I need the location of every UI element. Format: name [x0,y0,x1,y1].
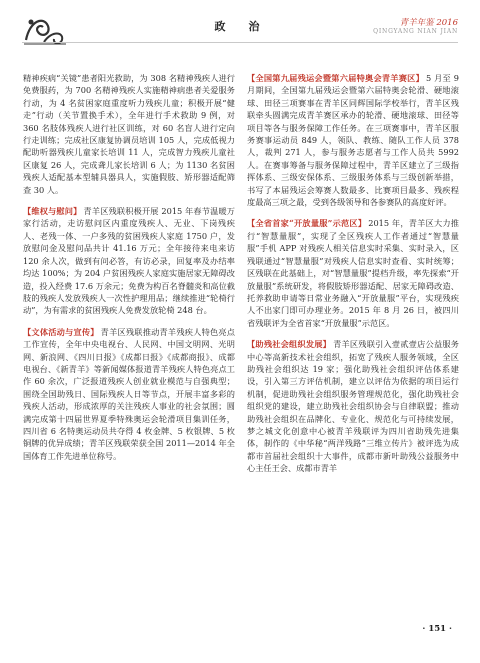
left-column [23,72,235,471]
paragraph-games [247,72,459,208]
section-tag: 【全省首家“开放量服”示范区】 [247,218,367,229]
paragraph-social-org [247,338,459,474]
yearbook-subtitle: QINGYANG NIAN JIAN [373,28,458,35]
section-tag: 【维权与慰问】 [23,206,82,217]
paragraph-rehab [23,72,235,196]
section-title: 政 治 [214,20,266,33]
header-divider [22,42,458,43]
paragraph-rights [23,205,235,317]
page-header [0,0,480,56]
paragraph-culture [23,326,235,462]
paragraph-text: 5 月至 9 月期间，全国第九届残运会暨第六届特奥会轮滑、硬地滚球、田径三项赛事在青羊区同辉国际学校举行，青羊区残联牵头圆满完成青羊赛区承办的轮滑、硬地滚球、田径等项目等各与服务保障工作任务。在三项赛事中，青羊区服务赛事运动员 849 人，领队、教练、随队工作人员 378 人，裁判 271 人，参与服务志愿者与工作人员共 5992 人。在赛事筹备与服务保障过程中，青羊区建立了三级指挥体系、三级安保体系、三级服务体系与三级创新举措，书写了本届残运会筹赛人数最多、比赛项目最多、残疾程度最高三项之最，受到各级领导和各参赛队的高度好评。 [247,73,459,208]
paragraph-text: 精神疾病“关镜”患者阳光救助，为 308 名精神残疾人进行免费服药，为 700 名精神残疾人实施精神病患者关爱服务行动，为 4 名贫困家庭重度听力残疾儿童；积极开展“健走”行动（关节置换手术），全年进行手术救助 9 例，对 360 名肢体残疾人进行社区训练，对 60 名盲人进行定向行走训练；完成社区康复协调员培训 105 人，完成低视力配助听器残疾儿童家长培训 11 人，完成智力残疾儿童社区康复 26 人，完成聋儿家长培训 6 人；为 1130 名贫困残疾人适配基本型辅具器具人，实施假肢、矫形器适配筛查 30 人。 [23,73,235,195]
yearbook-label: 青羊年鉴 2016 [399,18,458,28]
paragraph-text: 2015 年，青羊区大力推行“智慧量服”，实现了全区残疾人工作者通过“智慧量服”手机 APP 对残疾人相关信息实时采集、实时录入，区残联通过“智慧量服”对残疾人信息实时查看、实时统筹；区残联在此基础上，对“智慧量服”提档升级，率先探索“开放量服”系统研发，将假肢矫形器适配、居家无障碍改造、托养救助申请等日常业务融入“开放量服”平台，实现残疾人不出家门即可办理业务。2015 年 8 月 26 日，被四川省残联评为全省首家“开放量服”示范区。 [247,218,459,328]
section-tag: 【助残社会组织发展】 [247,339,332,350]
paragraph-smart-service [247,217,459,329]
right-column [247,72,459,484]
section-tag: 【全国第九届残运会暨第六届特奥会青羊赛区】 [247,73,425,83]
page-number: · 151 · [422,624,452,634]
paragraph-text: 青羊区残联引入壹贰壹店公益服务中心等高新技术社会组织，拓宽了残疾人服务领域，全区助残社会组织达 19 家；强化助残社会组织评估体系建设，引入第三方评估机制，建立以评估为依据的项目运行机制，促进助残社会组织服务管理规范化，强化助残社会组织党的建设，建立助残社会组织协会与自律联盟；推动助残社会组织在品牌化、专业化、规范化与可持续发展，梦之城文化创意中心被青羊残联评为四川省助残先进集体，制作的《中华秘“两洋残路”三维立传片》被评选为成都市首届社会组织十大事件，成都市新叶助残公益服务中心主任王会、成都市青羊 [247,339,459,474]
paragraph-text: 青羊区残联推动青羊残疾人特色亮点工作宣传，全年中央电视台、人民网、中国文明网、光明网、新浪网、《四川日报》《成都日报》《成都商报》、成都电视台、《新青羊》等新闻媒体报道青羊残疾人特色亮点工作 60 余次，广泛报道残疾人创业就业模范与自强典型；围绕全国助残日、国际残疾人日等节点，开展丰富多彩的残疾人活动，形成浓厚的关注残疾人事业的社会氛围；圆满完成第十四届世界夏季特殊奥运会轮滑项目集训任务，四川省 6 名特奥运动员共夺得 4 枚金牌、5 枚银牌、5 枚铜牌的优异成绩；青羊区残联荣获全国 2011—2014 年全国体育工作先进单位称号。 [23,326,235,461]
paragraph-text: 青羊区残联积极开展 2015 年春节温暖万家行活动，走访慰问区内重度残疾人、无业、下岗残疾人、老残一体、一户多残的贫困残疾人家庭 1750 户，发放慰问金及慰问品共计 41.16 万元；全年接待来电来访 120 余人次，做到有问必答，有访必录，回复率及办结率均达 100%；为 204 户贫困残疾人家庭实施居家无障碍改造，投入经费 17.6 万余元；免费为构百名脊髓炎和高位截肢的残疾人发放残疾人一次性护理用品；继续推进“轮椅行动”，为有需求的贫困残疾人免费发放轮椅 248 台。 [23,206,235,316]
section-tag: 【文体活动与宣传】 [23,326,99,337]
